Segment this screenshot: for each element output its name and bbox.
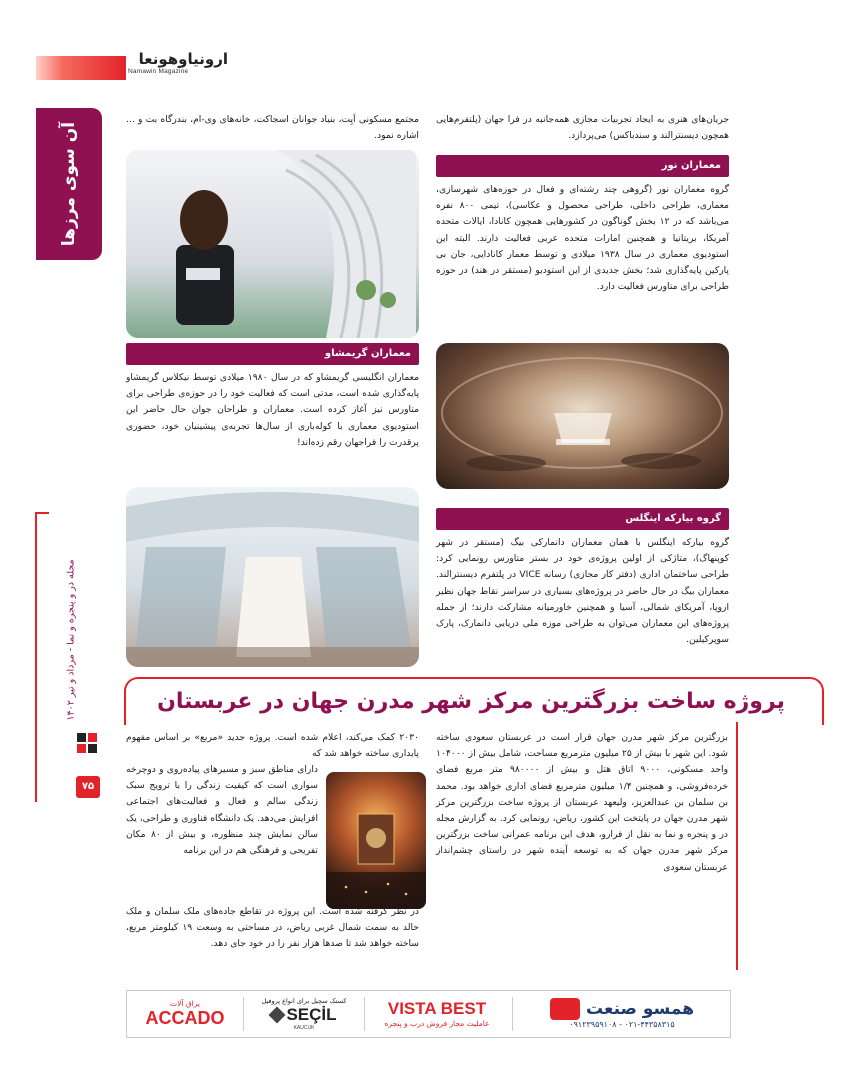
ad-vista-best[interactable]	[365, 991, 509, 1036]
ad-hamsou-title: همسو صنعت	[585, 999, 695, 1019]
logo-subtitle: Namawin Magazine	[128, 68, 189, 75]
ad-divider	[243, 997, 244, 1031]
noor-project-photo	[436, 343, 729, 489]
spine-top-tick	[35, 512, 49, 514]
article-right-border	[736, 722, 738, 970]
grimshaw-project-photo	[126, 487, 419, 667]
sofa-icon	[550, 998, 580, 1020]
section-side-tab-label: آن سوی مرزها	[59, 121, 79, 247]
metaverse-avatar-photo	[126, 150, 419, 338]
ad-divider	[364, 997, 365, 1031]
ad-vista-title: VISTA BEST	[387, 999, 487, 1018]
grimshaw-section-heading	[126, 343, 419, 365]
noor-photo-illustration	[436, 343, 729, 489]
spine-line	[35, 512, 37, 802]
big-heading-text: گروه بیارکه اینگلس	[625, 513, 721, 524]
ad-divider	[512, 997, 513, 1031]
ad-secil-top: کستک سچیل برای انواع پروفیل	[261, 996, 347, 1005]
article-left-wrap: دارای مناطق سبز و مسیرهای پیاده‌روی و دوچرخه سواری است که کیفیت زندگی را با ترویج سبک زندگی سالم و فعال و فعالیت‌های اجتماعی افزایش می‌دهد. یک دانشگاه فناوری و طراحی، یک سالن نمایش چند منظوره، و بیش از ۸۰ مکان تفریحی و فرهنگی هم در این برنامه	[126, 764, 318, 857]
diamond-logo-icon	[269, 1006, 286, 1023]
article-right-column: بزرگترین مرکز شهر مدرن جهان قرار است در عربستان سعودی ساخته شود. این شهر با بیش از ۲۵ میلیون مترمربع مساحت، شامل بیش از ۱۰۴۰۰۰ واحد مسکونی، ۹۰۰۰ اتاق هتل و بیش از ۹۸۰۰۰۰ متر مربع فضای خرده‌فروشی، و همچنین ۱/۴ میلیون مترمربع فضای اداری خواهد بود. محمد بن سلمان بن عبدالعزیز، ولیعهد عربستان از پروژه ساخت بزرگترین مرکز شهر مدرن جهان در پایتخت این کشور، ریاض، رونمایی کرد. به گزارش مجله در و پنجره و نما به نقل از فرارو، هدف این برنامه عمرانی ساخت بزرگترین مرکز شهر مدرن جهان که به توسعه آینده شهر در راستای چشم‌انداز عربستان سعودی	[436, 732, 729, 873]
article-left-bottom: در نظر گرفته شده است. این پروژه در تقاطع جاده‌های ملک سلمان و ملک خالد به سمت شمال غربی ریاض، در مساحتی به وسعت ۱۹ کیلومتر مربع، ساخته خواهد شد تا صدها هزار نفر را در خود جای دهد.	[126, 906, 419, 950]
avatar-photo-illustration	[126, 150, 419, 338]
header-red-band	[36, 56, 126, 80]
ad-secil-title: SEÇİL	[286, 1004, 337, 1024]
spine-logo-icon	[76, 732, 98, 754]
riyadh-cube-photo	[326, 772, 426, 909]
ad-secil[interactable]	[245, 991, 363, 1036]
spine-text: مجله در و پنجره و نما - مرداد و تیر ۱۴۰۲	[65, 559, 77, 721]
magazine-logo	[128, 50, 228, 84]
ad-hamsou[interactable]	[515, 991, 729, 1036]
ad-accado-top: یراق آلات	[170, 998, 200, 1008]
grimshaw-section-text: معماران انگلیسی گریمشاو که در سال ۱۹۸۰ میلادی توسط نیکلاس گریمشاو پایه‌گذاری شده است، مدتی است که فعالیت خود را در حوزه‌ی طراحی برای متاورس نیز آغاز کرده است. معماران و طراحان جوان حال حاضر این استودیوی معماری با کوله‌باری از سال‌ها تجربه‌ی پیشینیان خود، حضوری پرقدرت را فراجهان رقم زده‌اند!	[126, 372, 419, 448]
big-section-text: گروه بیارکه اینگلس با همان معماران دانمارکی بیگ (مستقر در شهر کوپنهاگ)، متاژکی از اولین پروژه‌ی خود در بستر متاورس رونمایی کرد: طراحی ساختمان اداری (دفتر کار مجازی) رسانه VICE در پلتفرم دیسنترالند. معماران بیگ در حال حاضر در پروژه‌های بسیاری در سراسر نقاط جهان نظیر اروپا، آمریکای شمالی، آسیا و همچنین خاورمیانه مشارکت دارند؛ از جمله پروژه‌های این معماران می‌توان به طراحی موزه ملی دریایی دانمارک، پارک سوپرکیلین.	[436, 537, 729, 646]
ad-accado[interactable]	[129, 991, 241, 1036]
ad-vista-sub: عاملیت مجاز فروش درب و پنجره	[384, 1019, 490, 1028]
big-section-heading	[436, 508, 729, 530]
article-left-top: ۲۰۳۰ کمک می‌کند، اعلام شده است. پروژه جدید «مربع» بر اساس مفهوم پایداری ساخته خواهد شد که	[126, 732, 419, 760]
logo-wordmark: ارونیاوهونعا	[138, 50, 228, 68]
ad-accado-title: ACCADO	[145, 1007, 225, 1028]
left-column-intro: مجتمع مسکونی اَیِت، بنیاد جوانان اسجاکت، خانه‌های وی-ام، بندرگاه بت و ... اشاره نمود.	[126, 114, 419, 142]
page-number: ۷۵	[81, 781, 95, 792]
riyadh-photo-illustration	[326, 772, 426, 909]
section-side-tab	[36, 108, 102, 260]
ad-hamsou-phone: ۰۹۱۲۳۹۵۹۱۰۸ - ۰۲۱-۴۴۳۵۸۳۱۵	[569, 1020, 675, 1029]
noor-heading-text: معماران نور	[661, 160, 721, 171]
grimshaw-photo-illustration	[126, 487, 419, 667]
ads-strip	[126, 990, 731, 1038]
ad-secil-small: KAUCUK	[293, 1024, 315, 1031]
noor-section-text: گروه معماران نور (گروهی چند رشته‌ای و فعال در حوزه‌های شهرسازی، معماری، طراحی داخلی، طراحی محصول و عکاسی)، تیمی ۸۰۰ نفره می‌باشد که در ۱۲ بخش گوناگون در کشورهایی همچون کانادا، ایالات متحده آمریکا، بریتانیا و همچنین امارات متحده عربی فعالیت دارند. البته این استودیوی معماری در سال ۱۹۳۸ میلادی و توسط معمار کانادایی، جان بی پارکین پایه‌گذاری شد؛ بخش جدیدی از این استودیو (مستقر در هند) در حوزه طراحی برای متاورس فعالیت دارد.	[436, 184, 730, 293]
page-number-badge	[76, 776, 100, 798]
right-column-intro: جریان‌های هنری به ایجاد تجربیات مجازی همه‌جانبه در فرا جهان (پلتفرم‌هایی همچون دیسنترالند و سندباکس) می‌پردازد.	[436, 114, 729, 142]
noor-section-heading	[436, 155, 729, 177]
grimshaw-heading-text: معماران گریمشاو	[324, 348, 411, 359]
title-banner-text: پروژه ساخت بزرگترین مرکز شهر مدرن جهان در عربستان	[157, 689, 785, 714]
